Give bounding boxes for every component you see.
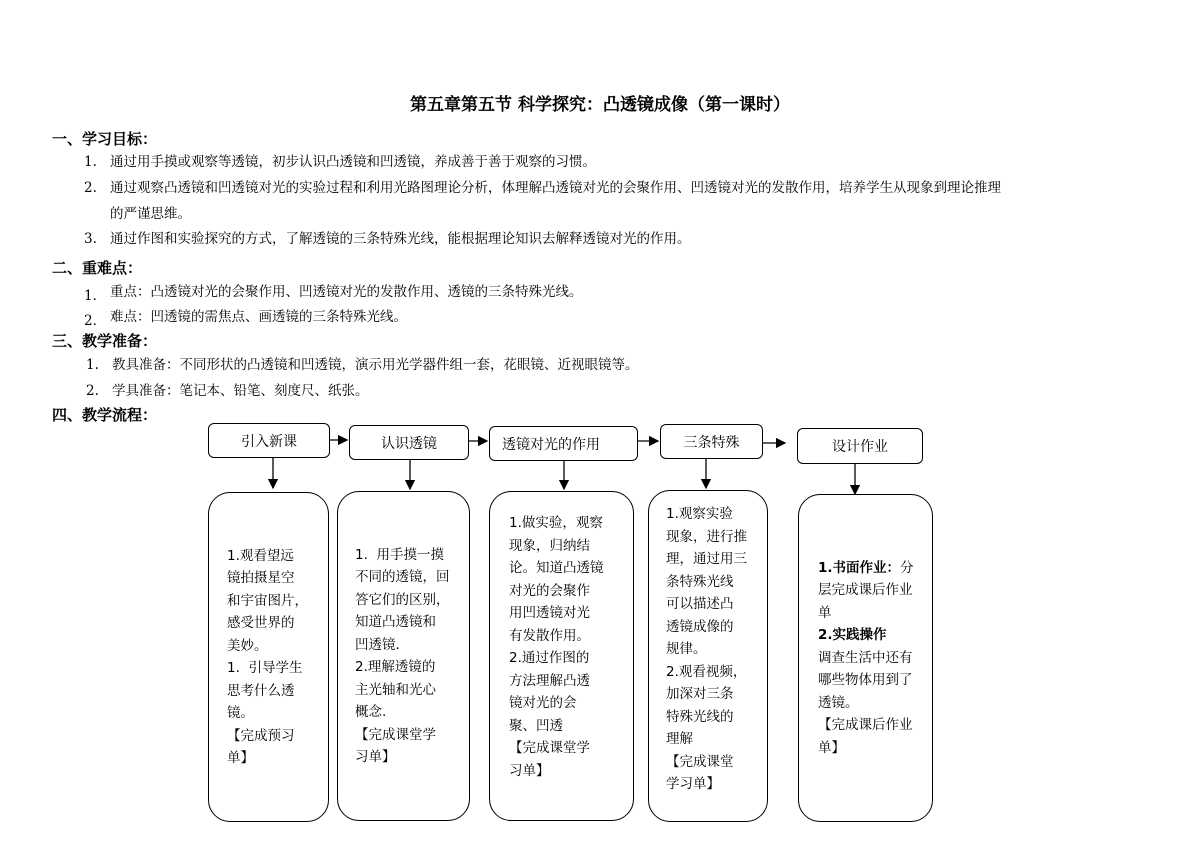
- list-item: 通过观察凸透镜和凹透镜对光的实验过程和利用光路图理论分析，体理解凸透镜对光的会聚作用、凹透镜对光的发散作用，培养学生从现象到理论推理: [110, 180, 1001, 196]
- section-heading-key-points: 二、重难点：: [52, 259, 143, 277]
- flow-card-homework: [798, 494, 933, 822]
- flow-card-intro: [208, 492, 329, 822]
- list-number: 1．: [84, 288, 107, 304]
- section-heading-teaching-flow: 四、教学流程：: [52, 406, 158, 424]
- flow-card-know-lenses: [337, 491, 470, 821]
- flow-step-intro: 引入新课: [208, 423, 330, 458]
- card-text: 1. 用手摸一摸 不同的透镜，回 答它们的区别， 知道凸透镜和 凹透镜. 2.理解透镜的 主光轴和光心 概念. 【完成课堂学 习单】: [355, 546, 450, 765]
- page-title: 第五章第五节 科学探究：凸透镜成像（第一课时）: [410, 95, 790, 115]
- card-text: 1.观察实验 现象，进行推 理，通过用三 条特殊光线 可以描述凸 透镜成像的 规律。 2.观看视频， 加深对三条 特殊光线的 理解 【完成课堂 学习单】: [666, 506, 747, 792]
- flow-step-special-rays: 三条特殊: [660, 424, 763, 459]
- flow-card-special-rays: [648, 490, 768, 822]
- list-number: 2.: [84, 180, 97, 196]
- list-number: 1.: [84, 154, 97, 170]
- flow-card-lens-effect: [489, 491, 634, 821]
- card-bold-text: 2.实践操作: [818, 627, 887, 644]
- card-text: 1.做实验，观察 现象，归纳结 论。知道凸透镜 对光的会聚作 用凹透镜对光 有发散作用。 2.通过作图的 方法理解凸透 镜对光的会 聚、凹透 【完成课堂学 习单】: [509, 515, 604, 779]
- list-item: 通过作图和实验探究的方式，了解透镜的三条特殊光线，能根据理论知识去解释透镜对光的作用。: [110, 231, 691, 247]
- card-text-segment: 【完成课后作业单】: [818, 717, 913, 756]
- list-item-continued: 的严谨思维。: [110, 206, 191, 222]
- flow-step-lens-effect: 透镜对光的作用: [489, 426, 638, 461]
- list-number: 3.: [84, 231, 97, 247]
- section-heading-objectives: 一、学习目标：: [52, 130, 158, 148]
- list-number: 2.: [86, 383, 99, 399]
- flow-step-know-lenses: 认识透镜: [349, 425, 469, 460]
- list-item: 学具准备：笔记本、铅笔、刻度尺、纸张。: [112, 383, 369, 399]
- list-number: 1.: [86, 357, 99, 373]
- list-number: 2．: [84, 313, 107, 329]
- list-item: 教具准备：不同形状的凸透镜和凹透镜，演示用光学器件组一套，花眼镜、近视眼镜等。: [112, 357, 639, 373]
- list-item: 重点：凸透镜对光的会聚作用、凹透镜对光的发散作用、透镜的三条特殊光线。: [110, 284, 583, 300]
- flow-step-homework: 设计作业: [797, 428, 923, 464]
- list-item: 通过用手摸或观察等透镜，初步认识凸透镜和凹透镜，养成善于善于观察的习惯。: [110, 154, 596, 170]
- card-text: [818, 557, 918, 760]
- card-text-segment: 分层完成课后作业单: [818, 559, 914, 621]
- section-heading-preparation: 三、教学准备：: [52, 332, 158, 350]
- card-bold-text: 1.书面作业：: [818, 559, 901, 576]
- card-text-segment: 调查生活中还有哪些物体用到了透镜。: [818, 649, 913, 711]
- card-text: 1.观看望远 镜拍摄星空 和宇宙图片， 感受世界的 美妙。 1. 引导学生 思考什么透 镜。 【完成预习 单】: [227, 547, 308, 766]
- list-item: 难点：凹透镜的需焦点、画透镜的三条特殊光线。: [110, 309, 407, 325]
